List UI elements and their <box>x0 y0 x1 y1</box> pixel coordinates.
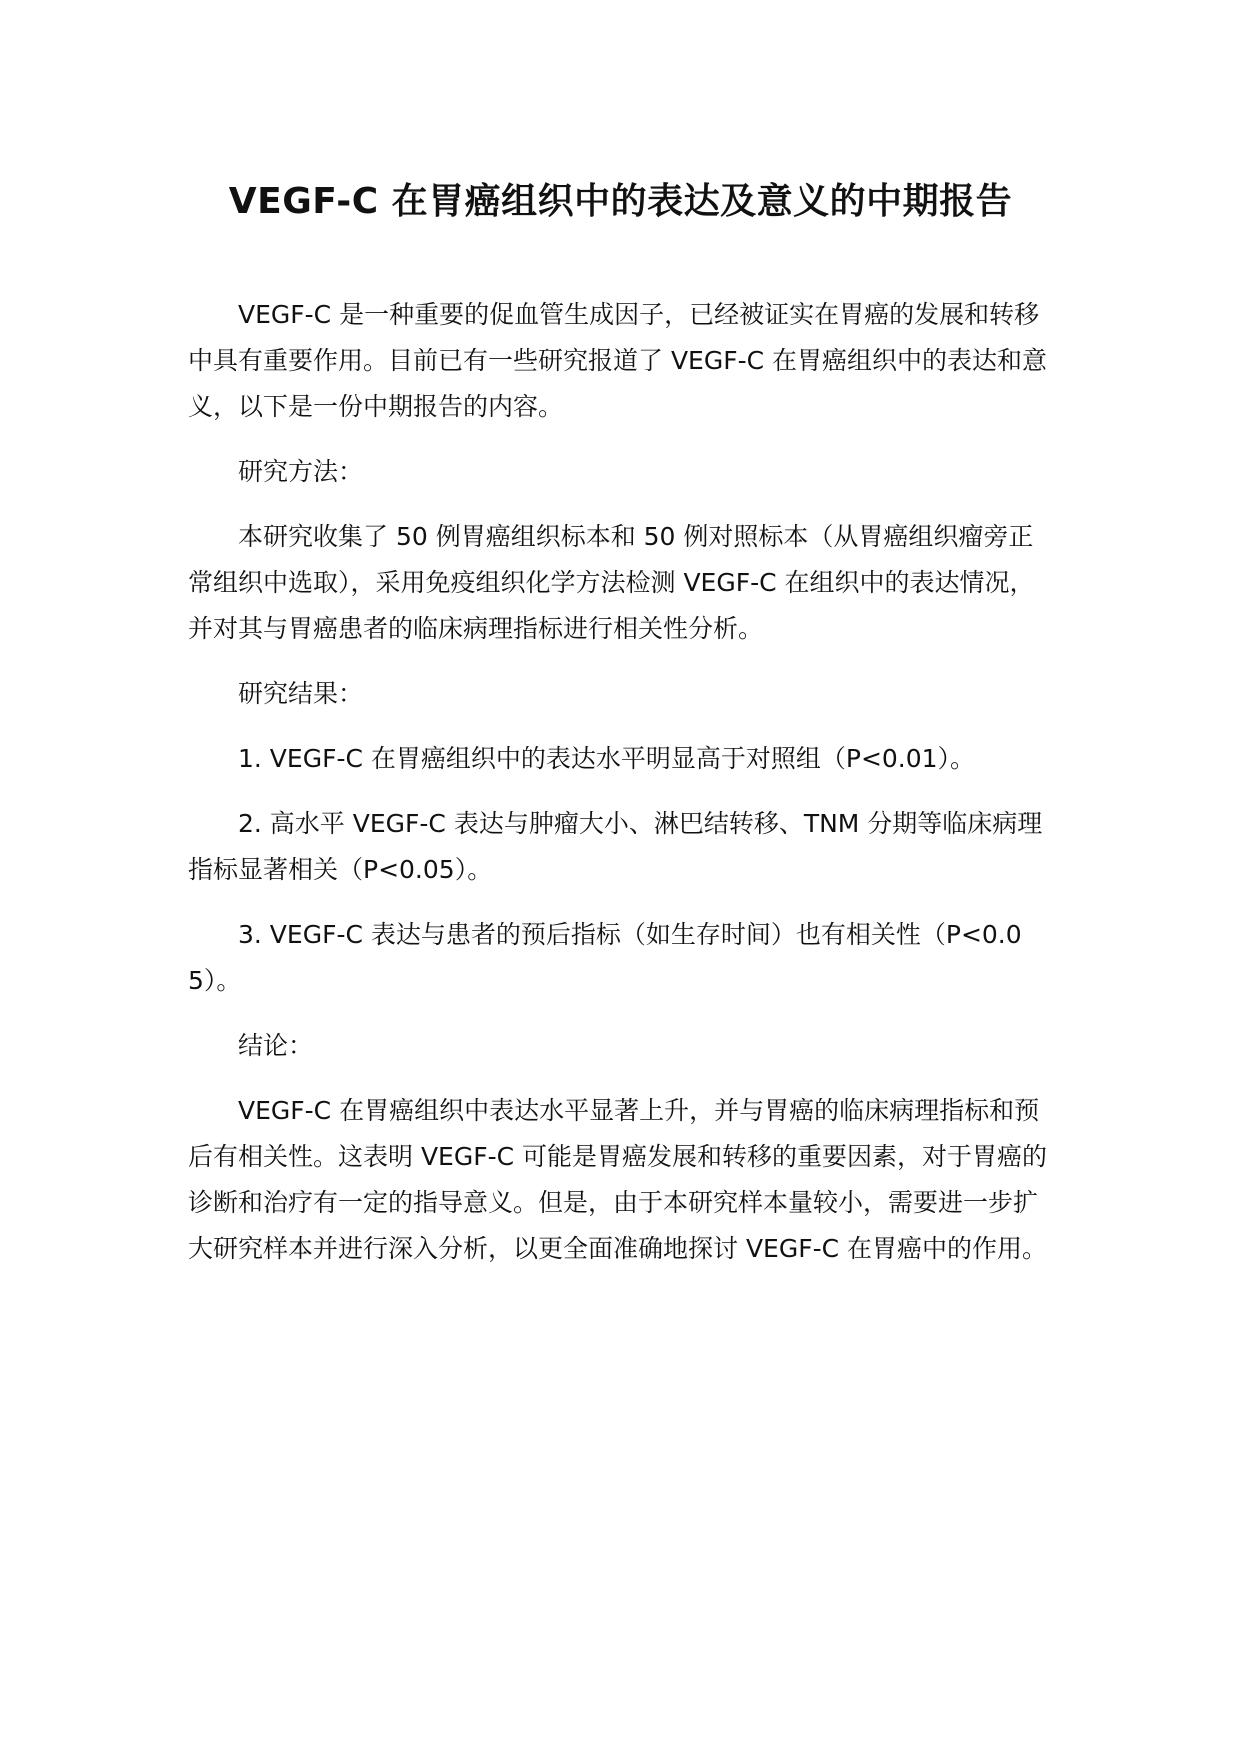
result-item-2: 2. 高水平 VEGF-C 表达与肿瘤大小、淋巴结转移、TNM 分期等临床病理指标显著相关（P<0.05）。 <box>188 809 1043 884</box>
result-item-3: 3. VEGF-C 表达与患者的预后指标（如生存时间）也有相关性（P<0.05）。 <box>188 920 1022 995</box>
document-body <box>188 292 1056 1291</box>
conclusion-paragraph: VEGF-C 在胃癌组织中表达水平显著上升，并与胃癌的临床病理指标和预后有相关性。这表明 VEGF-C 可能是胃癌发展和转移的重要因素，对于胃癌的诊断和治疗有一定的指导意义。但是，由于本研究样本量较小，需要进一步扩大研究样本并进行深入分析，以更全面准确地探讨 VEGF-C 在胃癌中的作用。 <box>188 1096 1048 1263</box>
methods-heading: 研究方法： <box>238 457 364 486</box>
conclusion-heading: 结论： <box>238 1031 314 1060</box>
result-item-1: 1. VEGF-C 在胃癌组织中的表达水平明显高于对照组（P<0.01）。 <box>238 744 976 773</box>
intro-paragraph: VEGF-C 是一种重要的促血管生成因子，已经被证实在胃癌的发展和转移中具有重要作用。目前已有一些研究报道了 VEGF-C 在胃癌组织中的表达和意义，以下是一份中期报告的内容。 <box>188 300 1048 421</box>
methods-paragraph: 本研究收集了 50 例胃癌组织标本和 50 例对照标本（从胃癌组织瘤旁正常组织中选取），采用免疫组织化学方法检测 VEGF-C 在组织中的表达情况，并对其与胃癌患者的临床病理指标进行相关性分析。 <box>188 522 1035 643</box>
results-heading: 研究结果： <box>238 679 364 708</box>
document-title: VEGF-C 在胃癌组织中的表达及意义的中期报告 <box>228 181 1013 222</box>
